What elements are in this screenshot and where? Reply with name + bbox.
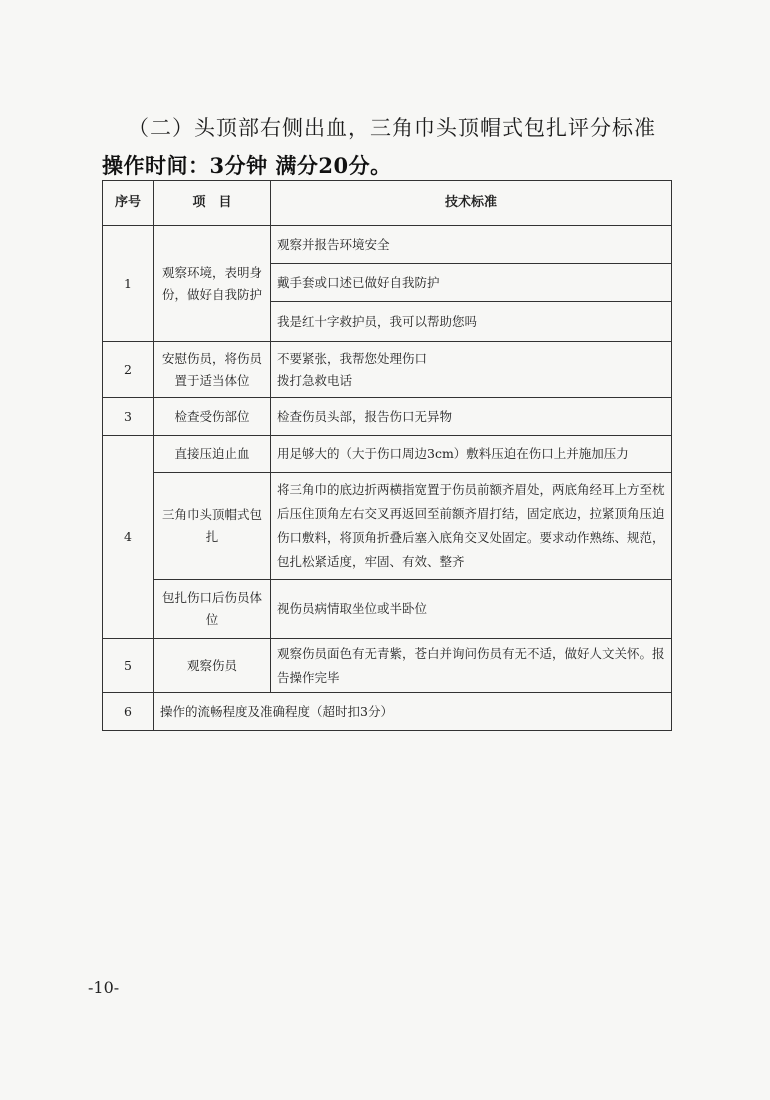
row-standard: 戴手套或口述已做好自我防护 [271, 264, 672, 302]
section-heading: （二）头顶部右侧出血，三角巾头顶帽式包扎评分标准 [128, 116, 656, 140]
header-number: 序号 [103, 181, 154, 226]
table-row [103, 342, 672, 398]
row-item: 直接压迫止血 [154, 436, 271, 473]
row-number: 4 [103, 436, 154, 639]
table-row [103, 580, 672, 639]
table-row [103, 436, 672, 473]
standard-line: 拨打急救电话 [277, 372, 353, 388]
row-number: 3 [103, 398, 154, 436]
row-item: 观察环境，表明身份，做好自我防护 [154, 226, 271, 342]
table-row [103, 693, 672, 731]
row-standard: 用足够大的（大于伤口周边3cm）敷料压迫在伤口上并施加压力 [271, 436, 672, 473]
page-number: -10- [88, 978, 120, 997]
scoring-table [102, 180, 672, 731]
row-item: 安慰伤员，将伤员置于适当体位 [154, 342, 271, 398]
table-row [103, 226, 672, 264]
row-standard: 视伤员病情取坐位或半卧位 [271, 580, 672, 639]
row-item: 观察伤员 [154, 639, 271, 693]
row-number: 5 [103, 639, 154, 693]
standard-line: 不要紧张，我帮您处理伤口 [277, 350, 428, 366]
row-standard: 操作的流畅程度及准确程度（超时扣3分） [154, 693, 672, 731]
row-number: 2 [103, 342, 154, 398]
time-score-line: 操作时间：3分钟 满分20分。 [102, 153, 392, 178]
table-row [103, 398, 672, 436]
row-item: 包扎伤口后伤员体位 [154, 580, 271, 639]
row-standard: 观察伤员面色有无青紫，苍白并询问伤员有无不适，做好人文关怀。报告操作完毕 [271, 639, 672, 693]
row-standard: 将三角巾的底边折两横指宽置于伤员前额齐眉处，两底角经耳上方至枕后压住顶角左右交叉再返回至前额齐眉打结，固定底边，拉紧顶角压迫伤口敷料，将顶角折叠后塞入底角交叉处固定。要求动作熟练、规范，包扎松紧适度，牢固、有效、整齐 [271, 473, 672, 580]
row-standard: 观察并报告环境安全 [271, 226, 672, 264]
row-standard [271, 342, 672, 398]
table-row [103, 639, 672, 693]
row-standard: 我是红十字救护员，我可以帮助您吗 [271, 302, 672, 342]
row-item: 检查受伤部位 [154, 398, 271, 436]
header-item: 项 目 [154, 181, 271, 226]
row-number: 6 [103, 693, 154, 731]
row-item: 三角巾头顶帽式包扎 [154, 473, 271, 580]
table-header-row [103, 181, 672, 226]
table-row [103, 473, 672, 580]
header-standard: 技术标准 [271, 181, 672, 226]
row-number: 1 [103, 226, 154, 342]
row-standard: 检查伤员头部，报告伤口无异物 [271, 398, 672, 436]
